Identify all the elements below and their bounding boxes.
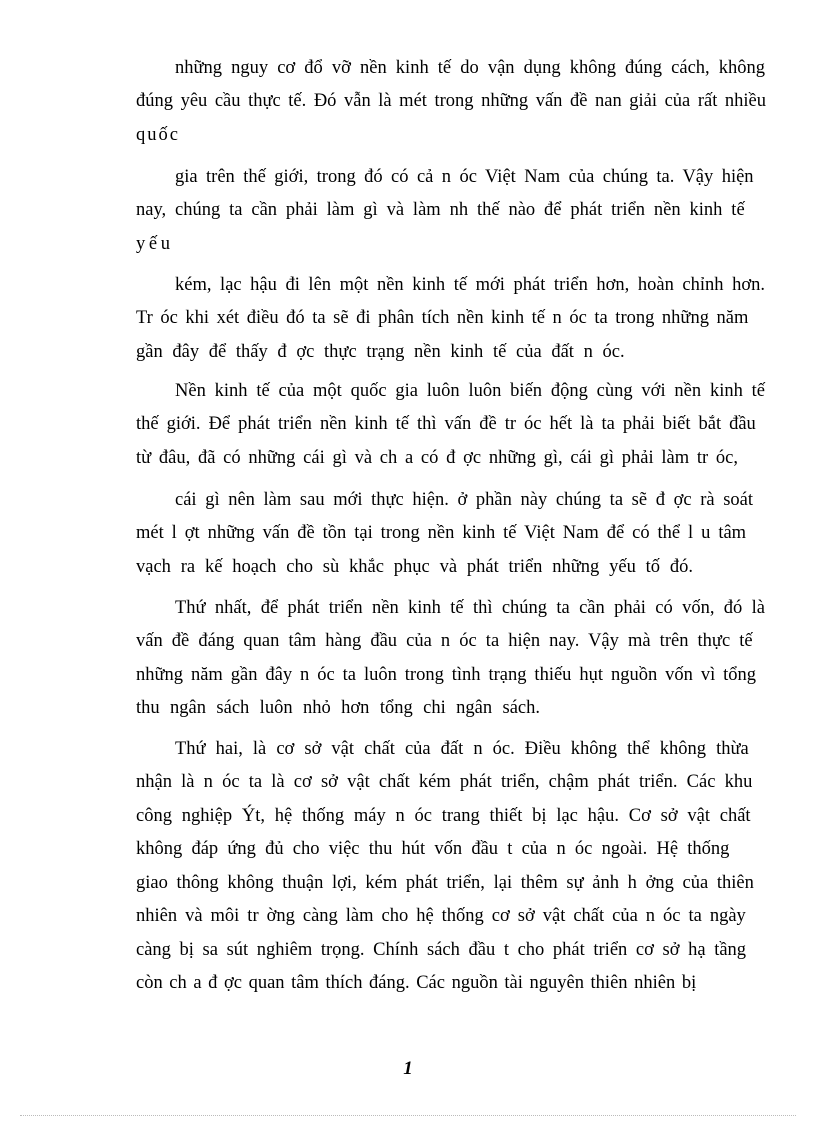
text-line: từ đâu, đã có những cái gì và ch a có đ ợc những gì, cái gì phải làm tr óc, — [136, 448, 738, 468]
text-line: càng bị sa sút nghiêm trọng. Chính sách đầu t cho phát triển cơ sở hạ tầng — [136, 940, 747, 960]
text-line: cái gì nên làm sau mới thực hiện. ở phần này chúng ta sẽ đ ợc rà soát — [175, 490, 753, 510]
text-line: những năm gần đây n óc ta luôn trong tình trạng thiếu hụt nguồn vốn vì tổng — [136, 665, 757, 685]
text-line: đúng yêu cầu thực tế. Đó vẫn là mét trong những vấn đề nan giải của rất nhiều — [136, 91, 766, 111]
text-line: không đáp ứng đủ cho việc thu hút vốn đầu t của n óc ngoài. Hệ thống — [136, 839, 730, 859]
text-line: yếu — [136, 234, 174, 254]
text-line: thế giới. Để phát triển nền kinh tế thì vấn đề tr óc hết là ta phải biết bắt đầu — [136, 414, 756, 434]
text-line: mét l ợt những vấn đề tồn tại trong nền kinh tế Việt Nam để có thể l u tâm — [136, 523, 747, 543]
page-bottom-divider — [20, 1115, 796, 1116]
text-line: nay, chúng ta cần phải làm gì và làm nh thế nào để phát triển nền kinh tế — [136, 200, 745, 220]
text-line: Tr óc khi xét điều đó ta sẽ đi phân tích nền kinh tế n óc ta trong những năm — [136, 308, 749, 328]
text-line: còn ch a đ ợc quan tâm thích đáng. Các nguồn tài nguyên thiên nhiên bị — [136, 973, 697, 993]
text-line: nhiên và môi tr ờng càng làm cho hệ thống cơ sở vật chất của n óc ta ngày — [136, 906, 746, 926]
text-line: Nền kinh tế của một quốc gia luôn luôn biến động cùng với nền kinh tế — [175, 381, 765, 401]
text-line: kém, lạc hậu đi lên một nền kinh tế mới phát triển hơn, hoàn chỉnh hơn. — [175, 275, 765, 295]
page-number: 1 — [403, 1058, 413, 1079]
text-line: Thứ hai, là cơ sở vật chất của đất n óc. Điều không thể không thừa — [175, 739, 749, 759]
text-line: Thứ nhất, để phát triển nền kinh tế thì chúng ta cần phải có vốn, đó là — [175, 598, 765, 618]
text-line: gia trên thế giới, trong đó có cả n óc Việt Nam của chúng ta. Vậy hiện — [175, 167, 754, 187]
text-line: quốc — [136, 125, 181, 145]
text-line: giao thông không thuận lợi, kém phát triển, lại thêm sự ảnh h ởng của thiên — [136, 873, 754, 893]
text-line: nhận là n óc ta là cơ sở vật chất kém phát triển, chậm phát triển. Các khu — [136, 772, 753, 792]
text-line: vạch ra kế hoạch cho sù khắc phục và phát triển những yếu tố đó. — [136, 557, 693, 577]
text-line: thu ngân sách luôn nhỏ hơn tổng chi ngân sách. — [136, 698, 540, 718]
text-line: vấn đề đáng quan tâm hàng đầu của n óc ta hiện nay. Vậy mà trên thực tế — [136, 631, 753, 651]
text-line: công nghiệp Ýt, hệ thống máy n óc trang thiết bị lạc hậu. Cơ sở vật chất — [136, 806, 751, 826]
text-line: những nguy cơ đổ vỡ nền kinh tế do vận dụng không đúng cách, không — [175, 58, 765, 78]
text-line: gần đây để thấy đ ợc thực trạng nền kinh tế của đất n óc. — [136, 342, 625, 362]
